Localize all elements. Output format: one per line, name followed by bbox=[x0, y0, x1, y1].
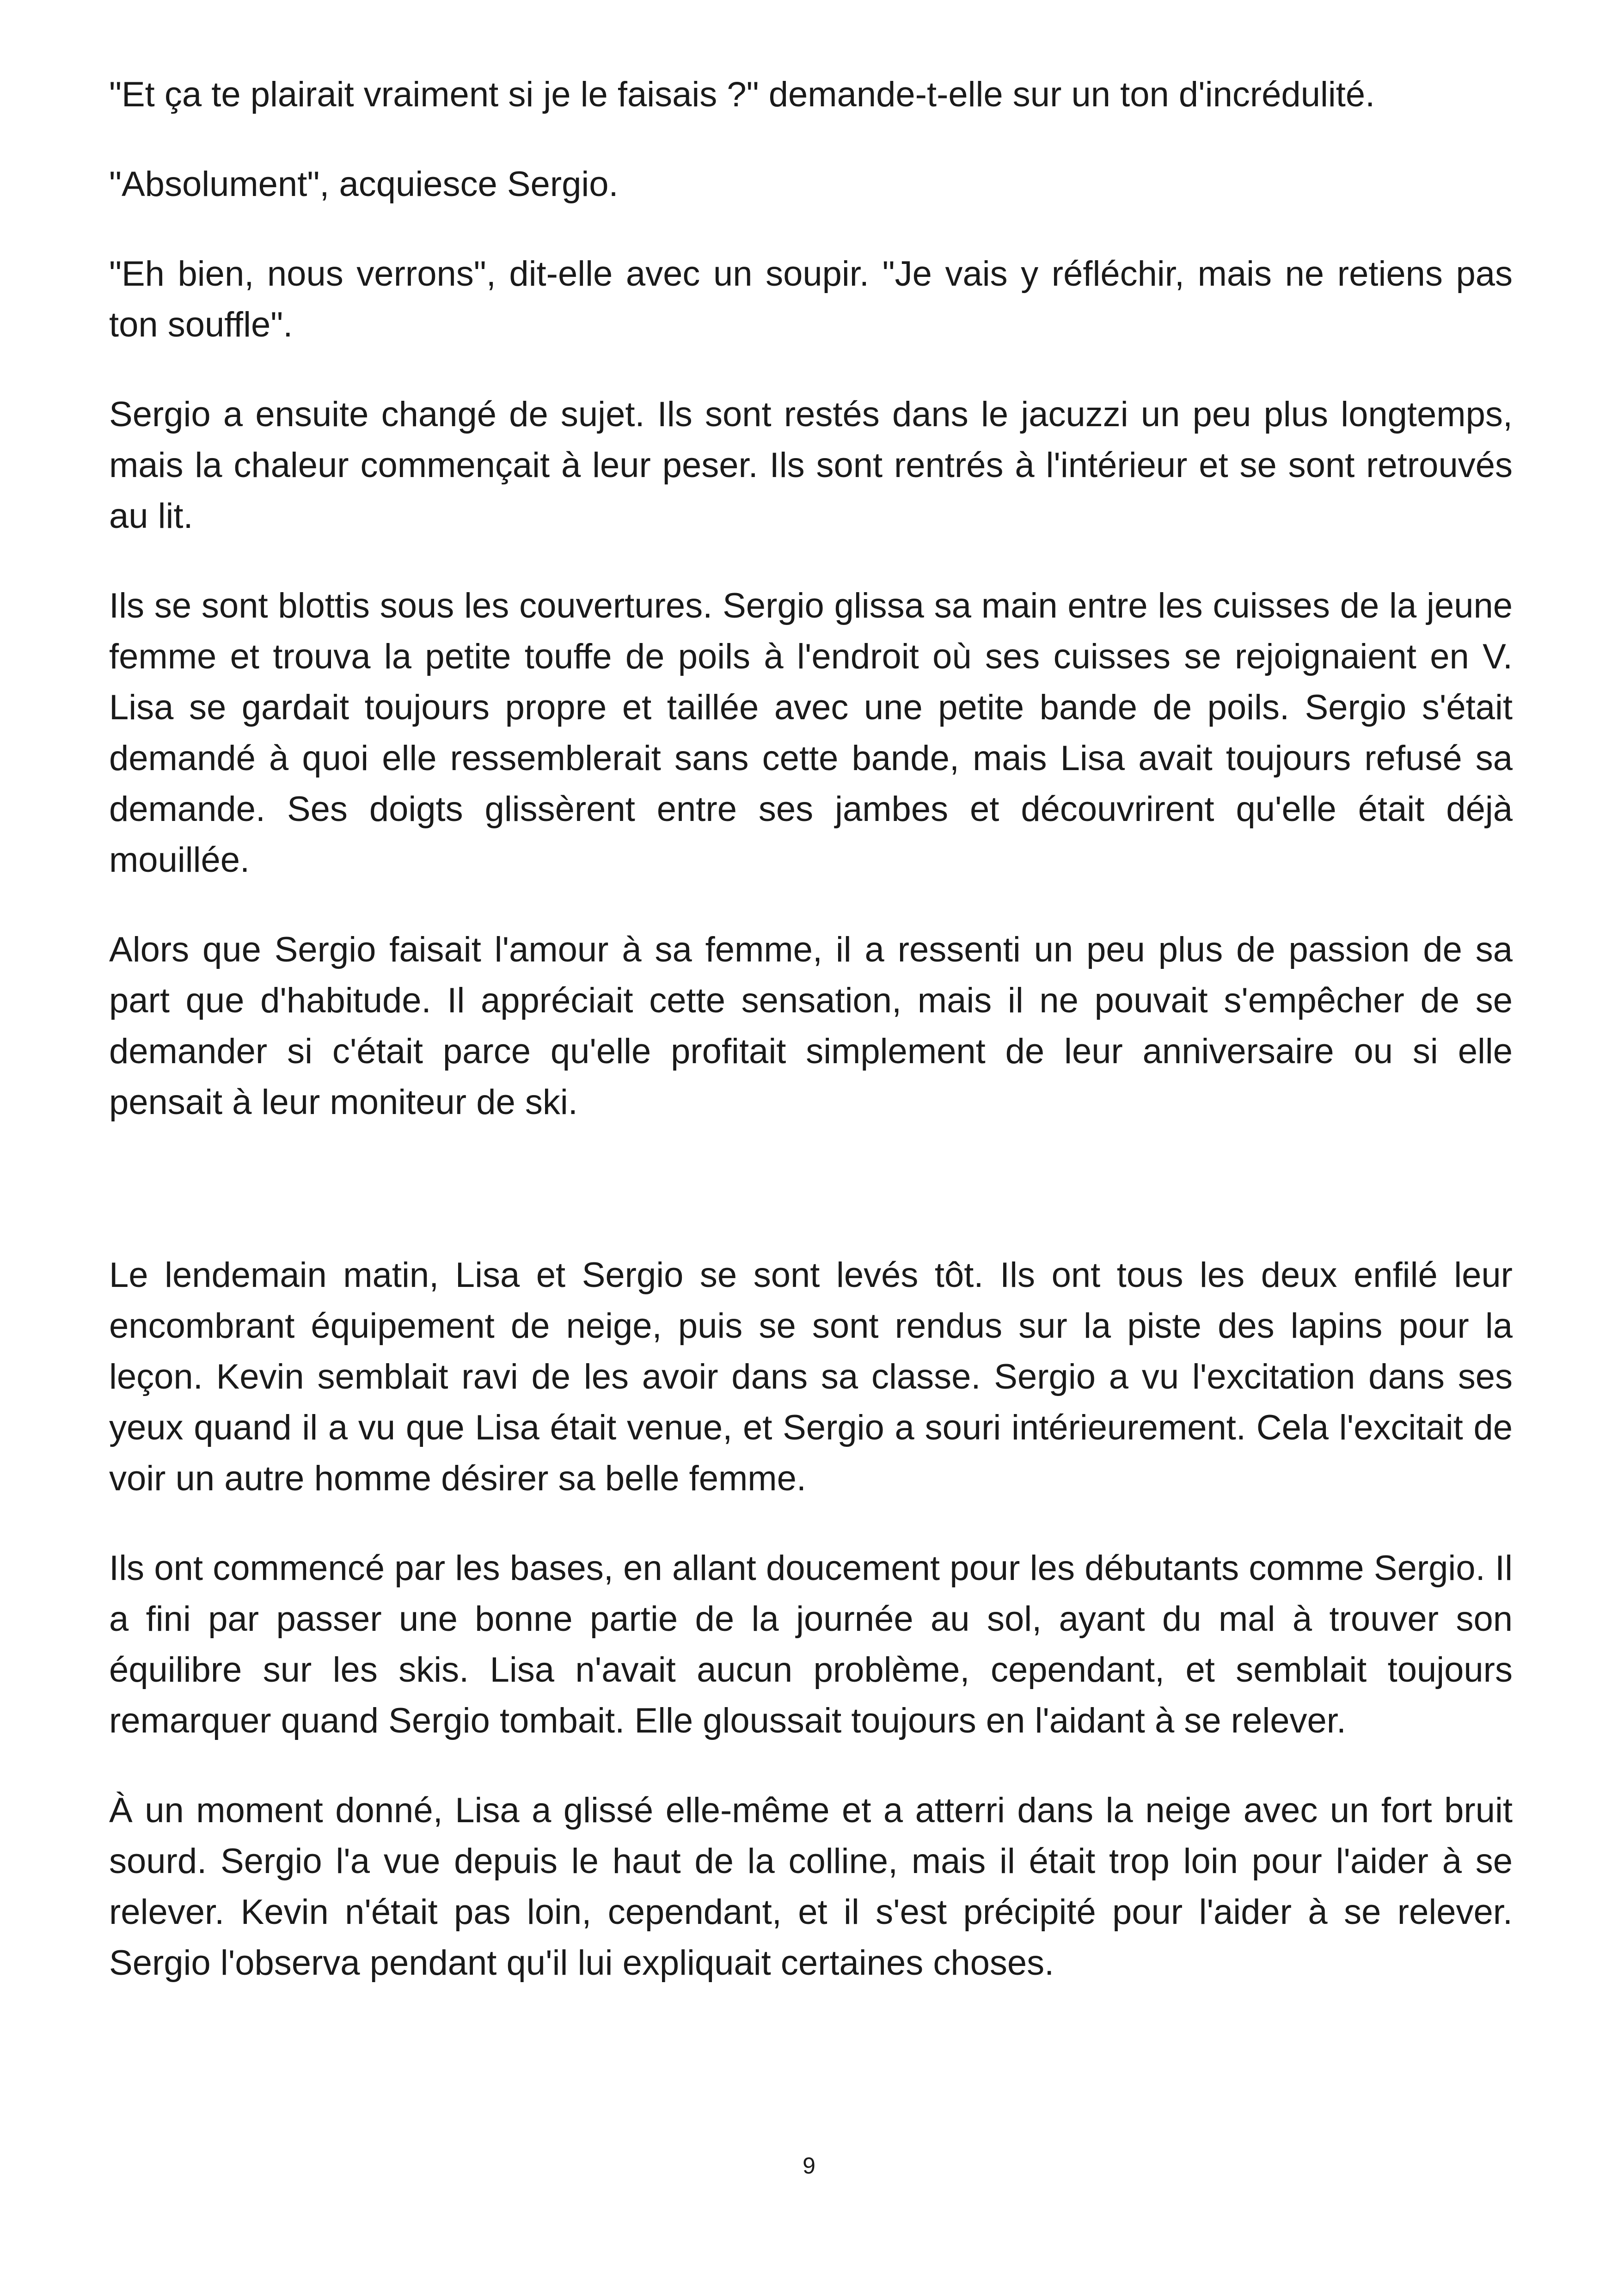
paragraph: Le lendemain matin, Lisa et Sergio se sont levés tôt. Ils ont tous les deux enfilé leur encombrant équipement de neige, puis se sont rendus sur la piste des lapins pour la leçon. Kevin semblait ravi de les avoir dans sa classe. Sergio a vu l'excitation dans ses yeux quand il a vu que Lisa était venue, et Sergio a souri intérieurement. Cela l'excitait de voir un autre homme désirer sa belle femme. bbox=[109, 1255, 1513, 1498]
paragraph: "Eh bien, nous verrons", dit-elle avec un soupir. "Je vais y réfléchir, mais ne retiens pas ton souffle". bbox=[109, 254, 1513, 344]
paragraph: À un moment donné, Lisa a glissé elle-même et a atterri dans la neige avec un fort bruit sourd. Sergio l'a vue depuis le haut de la colline, mais il était trop loin pour l'aider à se relever. Kevin n'était pas loin, cependant, et il s'est précipité pour l'aider à se relever. Sergio l'observa pendant qu'il lui expliquait certaines choses. bbox=[109, 1791, 1513, 1983]
page-number: 9 bbox=[803, 2153, 815, 2179]
paragraph: Alors que Sergio faisait l'amour à sa femme, il a ressenti un peu plus de passion de sa part que d'habitude. Il appréciait cette sensation, mais il ne pouvait s'empêcher de se demander si c'était parce qu'elle profitait simplement de leur anniversaire ou si elle pensait à leur moniteur de ski. bbox=[109, 930, 1513, 1122]
paragraph: Sergio a ensuite changé de sujet. Ils sont restés dans le jacuzzi un peu plus longtemps, mais la chaleur commençait à leur peser. Ils sont rentrés à l'intérieur et se sont retrouvés au lit. bbox=[109, 395, 1513, 536]
paragraph: "Absolument", acquiesce Sergio. bbox=[109, 165, 619, 204]
paragraph: Ils se sont blottis sous les couvertures. Sergio glissa sa main entre les cuisses de la jeune femme et trouva la petite touffe de poils à l'endroit où ses cuisses se rejoignaient en V. Lisa se gardait toujours propre et taillée avec une petite bande de poils. Sergio s'était demandé à quoi elle ressemblerait sans cette bande, mais Lisa avait toujours refusé sa demande. Ses doigts glissèrent entre ses jambes et découvrirent qu'elle était déjà mouillée. bbox=[109, 586, 1513, 880]
paragraph: "Et ça te plairait vraiment si je le faisais ?" demande-t-elle sur un ton d'incrédulité. bbox=[109, 75, 1375, 114]
document-page bbox=[109, 69, 1513, 2027]
paragraph: Ils ont commencé par les bases, en allant doucement pour les débutants comme Sergio. Il a fini par passer une bonne partie de la journée au sol, ayant du mal à trouver son équilibre sur les skis. Lisa n'avait aucun problème, cependant, et semblait toujours remarquer quand Sergio tombait. Elle gloussait toujours en l'aidant à se relever. bbox=[109, 1549, 1513, 1740]
section-break bbox=[109, 1167, 1513, 1250]
